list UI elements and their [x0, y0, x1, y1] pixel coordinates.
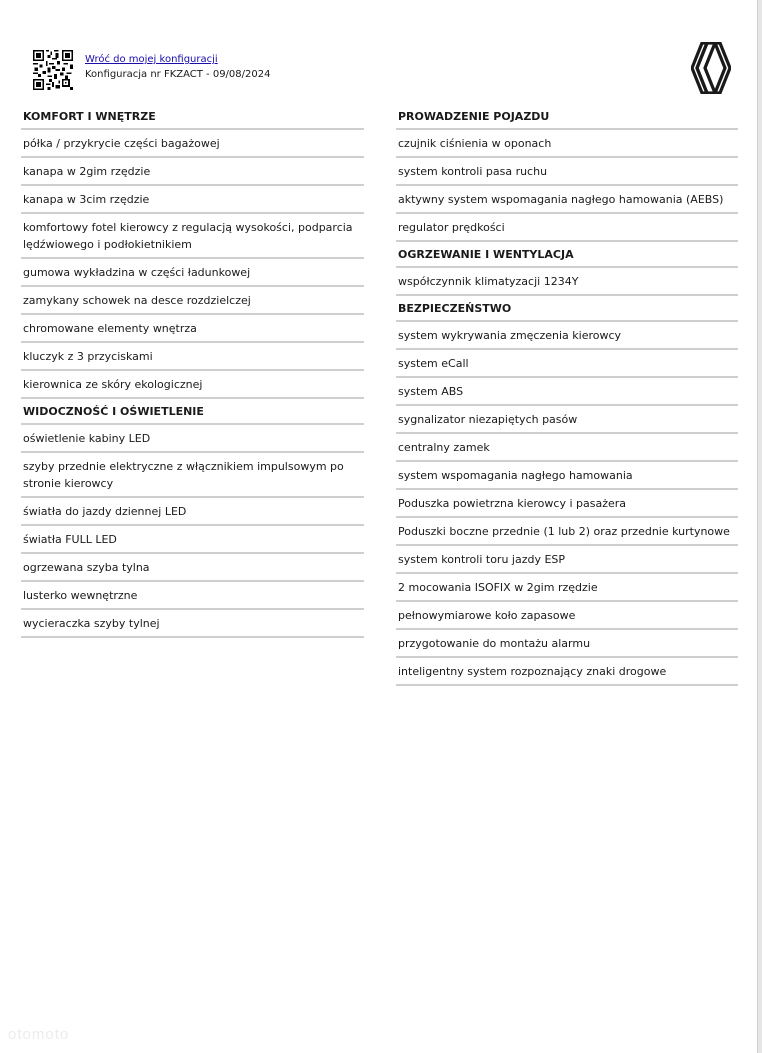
renault-logo-icon [691, 42, 731, 94]
list-item: system kontroli toru jazdy ESP [396, 546, 738, 574]
list-item: czujnik ciśnienia w oponach [396, 130, 738, 158]
right-column [396, 104, 738, 686]
list-item: chromowane elementy wnętrza [21, 315, 364, 343]
list-item: centralny zamek [396, 434, 738, 462]
list-item: przygotowanie do montażu alarmu [396, 630, 738, 658]
list-item: Poduszka powietrzna kierowcy i pasażera [396, 490, 738, 518]
list-item: regulator prędkości [396, 214, 738, 242]
list-item: szyby przednie elektryczne z włącznikiem impulsowym po stronie kierowcy [21, 453, 364, 498]
list-item: system wykrywania zmęczenia kierowcy [396, 322, 738, 350]
list-item: zamykany schowek na desce rozdzielczej [21, 287, 364, 315]
section-comfort-interior [21, 104, 364, 399]
list-item: lusterko wewnętrzne [21, 582, 364, 610]
page-edge [757, 0, 762, 1053]
section-safety [396, 296, 738, 686]
list-item: kanapa w 3cim rzędzie [21, 186, 364, 214]
list-item: inteligentny system rozpoznający znaki drogowe [396, 658, 738, 686]
list-item: światła FULL LED [21, 526, 364, 554]
list-item: wycieraczka szyby tylnej [21, 610, 364, 638]
left-column [21, 104, 364, 638]
list-item: oświetlenie kabiny LED [21, 425, 364, 453]
section-title: OGRZEWANIE I WENTYLACJA [396, 242, 738, 268]
list-item: pełnowymiarowe koło zapasowe [396, 602, 738, 630]
list-item: gumowa wykładzina w części ładunkowej [21, 259, 364, 287]
list-item: sygnalizator niezapiętych pasów [396, 406, 738, 434]
list-item: 2 mocowania ISOFIX w 2gim rzędzie [396, 574, 738, 602]
back-to-configuration-link[interactable]: Wróć do mojej konfiguracji [85, 54, 218, 65]
section-driving [396, 104, 738, 242]
list-item: system wspomagania nagłego hamowania [396, 462, 738, 490]
section-title: KOMFORT I WNĘTRZE [21, 104, 364, 130]
section-title: WIDOCZNOŚĆ I OŚWIETLENIE [21, 399, 364, 425]
list-item: Poduszki boczne przednie (1 lub 2) oraz przednie kurtynowe [396, 518, 738, 546]
list-item: współczynnik klimatyzacji 1234Y [396, 268, 738, 296]
list-item: kanapa w 2gim rzędzie [21, 158, 364, 186]
config-header [85, 52, 270, 82]
section-heating-ventilation [396, 242, 738, 296]
section-title: PROWADZENIE POJAZDU [396, 104, 738, 130]
configuration-number: Konfiguracja nr FKZACT - 09/08/2024 [85, 69, 271, 80]
watermark: otomoto [8, 1026, 70, 1043]
list-item: system kontroli pasa ruchu [396, 158, 738, 186]
section-title: BEZPIECZEŃSTWO [396, 296, 738, 322]
list-item: aktywny system wspomagania nagłego hamowania (AEBS) [396, 186, 738, 214]
section-visibility-lighting [21, 399, 364, 638]
list-item: półka / przykrycie części bagażowej [21, 130, 364, 158]
list-item: system ABS [396, 378, 738, 406]
qr-code-icon [33, 50, 73, 90]
list-item: system eCall [396, 350, 738, 378]
list-item: kluczyk z 3 przyciskami [21, 343, 364, 371]
list-item: ogrzewana szyba tylna [21, 554, 364, 582]
list-item: komfortowy fotel kierowcy z regulacją wysokości, podparcia lędźwiowego i podłokietnikiem [21, 214, 364, 259]
list-item: światła do jazdy dziennej LED [21, 498, 364, 526]
list-item: kierownica ze skóry ekologicznej [21, 371, 364, 399]
